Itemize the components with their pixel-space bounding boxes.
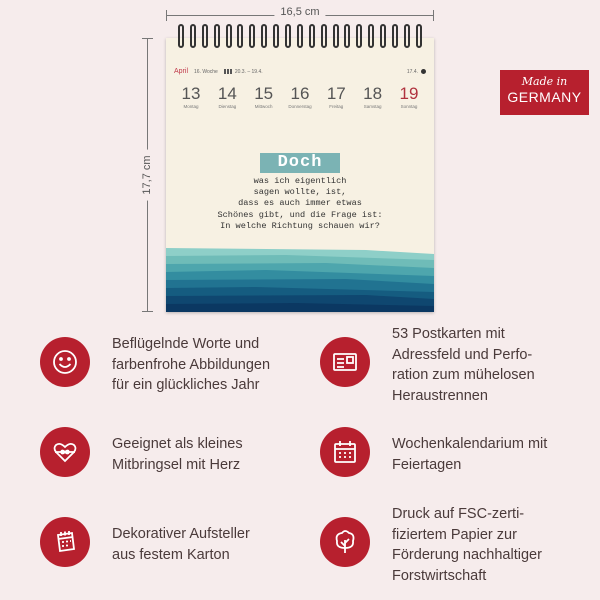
height-dimension bbox=[139, 38, 155, 312]
spiral-binding bbox=[178, 24, 422, 50]
badge-small-text: Made in bbox=[521, 75, 568, 88]
calendar-week: 16. Woche bbox=[194, 68, 218, 75]
postcard-icon bbox=[320, 337, 370, 387]
feature-text-5: Dekorativer Aufsteller aus festem Karton bbox=[112, 526, 250, 563]
badge-big-text: GERMANY bbox=[507, 89, 582, 105]
desk-calendar-icon bbox=[40, 517, 90, 567]
smiley-icon bbox=[40, 337, 90, 387]
calendar-grid-icon bbox=[320, 427, 370, 477]
day-friday: 17 Freitag bbox=[326, 84, 346, 109]
feature-text-4: Wochenkalendarium mit Feiertagen bbox=[392, 436, 548, 473]
moon-icon bbox=[421, 69, 426, 74]
weekday-row bbox=[176, 84, 424, 109]
width-label: 16,5 cm bbox=[274, 6, 325, 18]
day-monday: 13 Montag bbox=[181, 84, 201, 109]
day-saturday: 18 Samstag bbox=[363, 84, 383, 109]
moon-date: 17.4. bbox=[406, 68, 418, 75]
sea-illustration bbox=[166, 248, 434, 312]
quote-text: was ich eigentlich sagen wollte, ist, dass es auch immer etwas Schönes gibt, und die Frage ist: In welche Richtung schauen wir? bbox=[217, 176, 383, 231]
made-in-germany-badge bbox=[500, 70, 589, 115]
width-dimension bbox=[166, 6, 434, 22]
tree-icon bbox=[320, 517, 370, 567]
day-sunday: 19 Sonntag bbox=[399, 84, 419, 109]
heart-gift-icon bbox=[40, 427, 90, 477]
quote-headline: Doch bbox=[260, 153, 340, 173]
calendar-page bbox=[166, 38, 434, 312]
day-tuesday: 14 Dienstag bbox=[217, 84, 237, 109]
height-label: 17,7 cm bbox=[141, 149, 153, 200]
zodiac-icon bbox=[224, 69, 232, 74]
feature-text-6: Druck auf FSC-zerti- fiziertem Papier zur Förderung nachhaltiger Forstwirtschaft bbox=[392, 506, 542, 584]
day-wednesday: 15 Mittwoch bbox=[254, 84, 274, 109]
feature-text-1: Beflügelnde Worte und farbenfrohe Abbildungen für ein glückliches Jahr bbox=[112, 336, 271, 393]
feature-text-2: 53 Postkarten mit Adressfeld und Perfo- ration zum mühelosen Heraustrennen bbox=[392, 326, 535, 404]
day-thursday: 16 Donnerstag bbox=[288, 84, 312, 109]
calendar-month: April bbox=[174, 68, 189, 75]
feature-text-3: Geeignet als kleines Mitbringsel mit Herz bbox=[112, 436, 243, 473]
calendar-range: 20.3. – 19.4. bbox=[224, 69, 263, 75]
calendar-header bbox=[174, 68, 426, 75]
